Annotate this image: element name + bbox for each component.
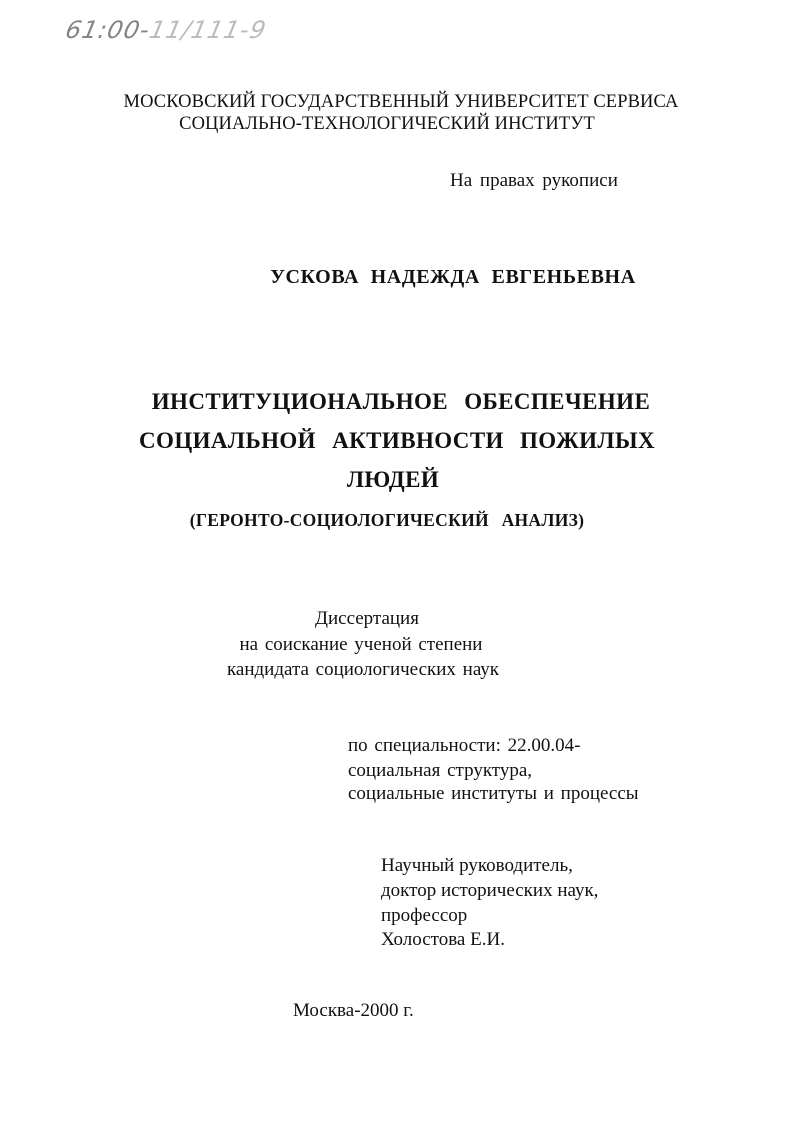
handwritten-registration-number bbox=[63, 16, 269, 44]
supervisor-name: Холостова Е.И. bbox=[381, 929, 505, 950]
university-name: МОСКОВСКИЙ ГОСУДАРСТВЕННЫЙ УНИВЕРСИТЕТ СЕРВИСА bbox=[123, 92, 679, 112]
specialty-name-line-2: социальные институты и процессы bbox=[348, 783, 639, 804]
degree-name: кандидата социологических наук bbox=[226, 659, 500, 680]
place-and-year: Москва-2000 г. bbox=[293, 1000, 414, 1021]
supervisor-title: профессор bbox=[381, 905, 468, 926]
author-name: УСКОВА НАДЕЖДА ЕВГЕНЬЕВНА bbox=[270, 266, 636, 288]
supervisor-degree: доктор исторических наук, bbox=[381, 880, 599, 901]
handwritten-number-faint: 11/111-9 bbox=[146, 16, 270, 44]
supervisor-label: Научный руководитель, bbox=[381, 855, 573, 876]
dissertation-label: Диссертация bbox=[315, 608, 419, 629]
degree-purpose: на соискание ученой степени bbox=[239, 634, 483, 655]
thesis-title-line-2: СОЦИАЛЬНОЙ АКТИВНОСТИ ПОЖИЛЫХ bbox=[139, 428, 655, 453]
thesis-title-line-3: ЛЮДЕЙ bbox=[346, 467, 440, 492]
handwritten-number-dark: 61:00- bbox=[63, 16, 153, 44]
institute-name: СОЦИАЛЬНО-ТЕХНОЛОГИЧЕСКИЙ ИНСТИТУТ bbox=[179, 114, 595, 134]
specialty-code: по специальности: 22.00.04- bbox=[348, 735, 581, 756]
thesis-subtitle: (ГЕРОНТО-СОЦИОЛОГИЧЕСКИЙ АНАЛИЗ) bbox=[189, 510, 585, 530]
specialty-name-line-1: социальная структура, bbox=[348, 760, 533, 781]
manuscript-rights-note: На правах рукописи bbox=[450, 170, 618, 191]
thesis-title-line-1: ИНСТИТУЦИОНАЛЬНОЕ ОБЕСПЕЧЕНИЕ bbox=[151, 389, 651, 414]
